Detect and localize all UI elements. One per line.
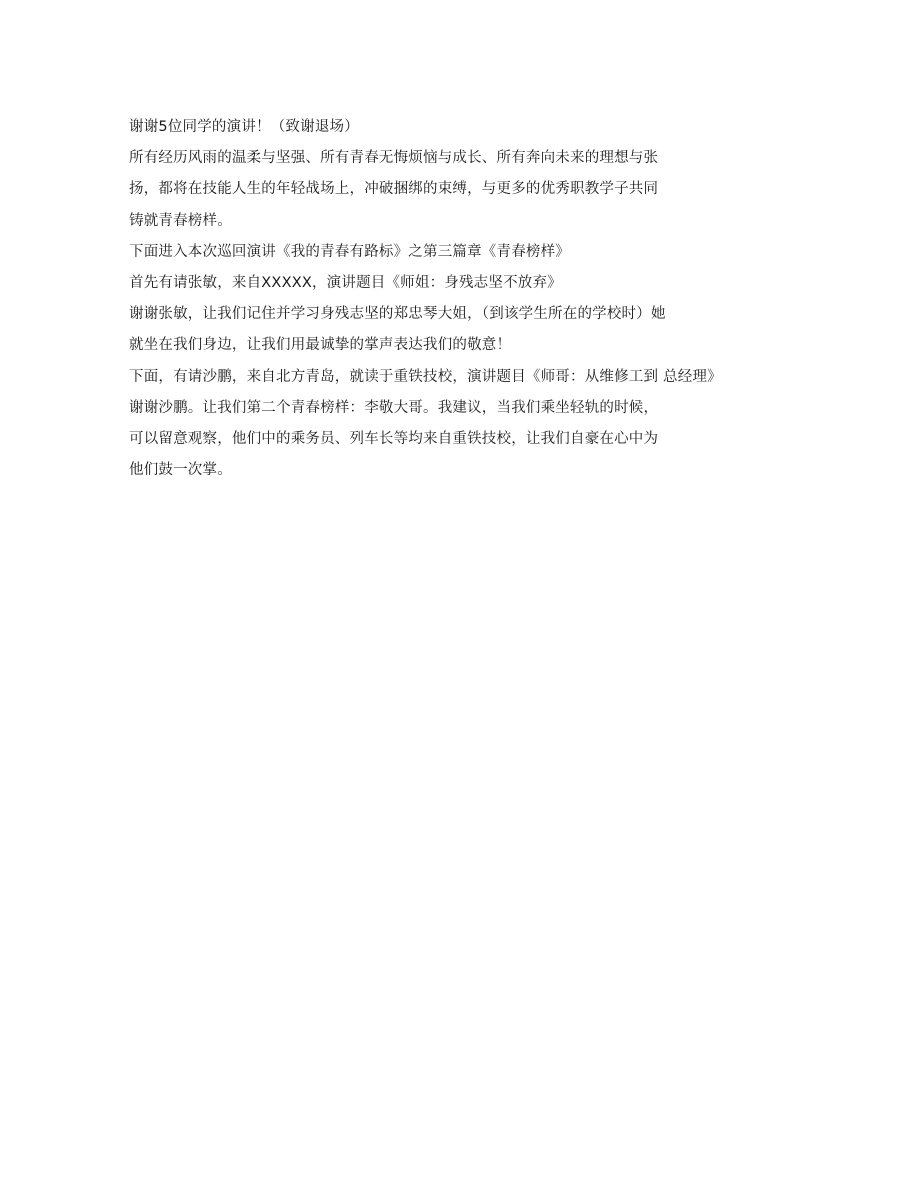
document-body <box>129 114 829 488</box>
paragraph-line: 首先有请张敏，来自XXXXX，演讲题目《师姐：身残志坚不放弃》 <box>129 274 562 291</box>
paragraph-line: 谢谢5位同学的演讲！（致谢退场） <box>129 119 359 135</box>
paragraph-line: 下面，有请沙鹏，来自北方青岛，就读于重铁技校，演讲题目《师哥：从维修工到 总经理》 <box>129 368 722 385</box>
paragraph-line: 就坐在我们身边，让我们用最诚挚的掌声表达我们的敬意！ <box>129 337 512 354</box>
paragraph-line: 谢谢沙鹏。让我们第二个青春榜样：李敬大哥。我建议，当我们乘坐轻轨的时候， <box>129 399 659 416</box>
paragraph-line: 铸就青春榜样。 <box>129 212 232 229</box>
paragraph-line: 可以留意观察，他们中的乘务员、列车长等均来自重铁技校，让我们自豪在心中为 <box>129 430 659 447</box>
paragraph-line: 下面进入本次巡回演讲《我的青春有路标》之第三篇章《青春榜样》 <box>129 243 570 260</box>
paragraph-line: 谢谢张敏，让我们记住并学习身残志坚的郑忠琴大姐，（到该学生所在的学校时）她 <box>129 306 666 323</box>
paragraph-line: 他们鼓一次掌。 <box>129 462 232 479</box>
paragraph-line: 所有经历风雨的温柔与坚强、所有青春无悔烦恼与成长、所有奔向未来的理想与张 <box>129 150 659 167</box>
paragraph-line: 扬，都将在技能人生的年轻战场上，冲破捆绑的束缚，与更多的优秀职教学子共同 <box>129 181 659 198</box>
